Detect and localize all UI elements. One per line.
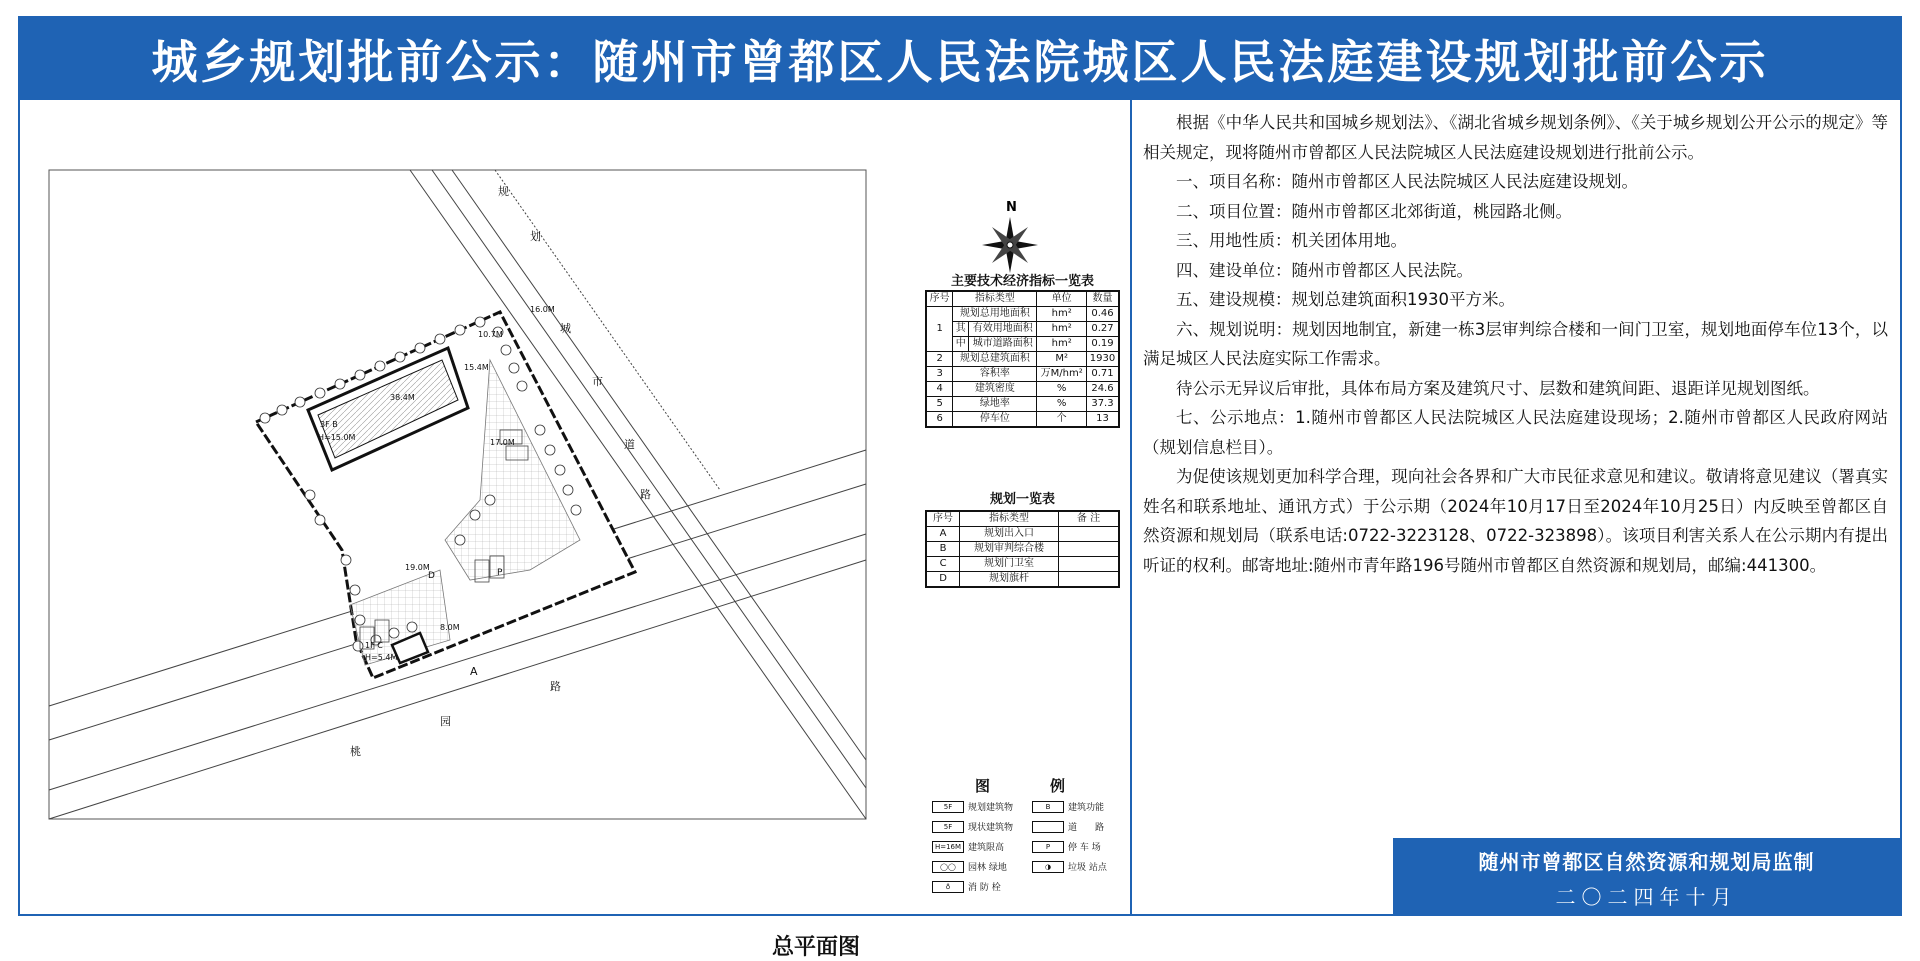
legend bbox=[932, 800, 1127, 910]
legend-item: 道 路 bbox=[1032, 820, 1104, 833]
notice-item-3: 三、用地性质：机关团体用地。 bbox=[1176, 231, 1407, 250]
road-label-5: 道 bbox=[624, 438, 635, 451]
parking-p: P bbox=[497, 568, 503, 578]
notice-item-8: 七、公示地点：1.随州市曾都区人民法院城区人民法庭建设现场；2.随州市曾都区人民政府网站（规划信息栏目）。 bbox=[1143, 408, 1888, 457]
plan-header-no: 序号 bbox=[926, 511, 960, 527]
notice-item-6: 六、规划说明：规划因地制宜，新建一栋3层审判综合楼和一间门卫室，规划地面停车位13个，以满足城区人民法庭实际工作需求。 bbox=[1143, 319, 1888, 368]
road-label-1: 规 bbox=[498, 185, 509, 198]
plan-table-header bbox=[926, 511, 1119, 527]
notice-item-1: 一、项目名称：随州市曾都区人民法院城区人民法庭建设规划。 bbox=[1176, 172, 1638, 191]
notice-item-4: 四、建设单位：随州市曾都区人民法院。 bbox=[1176, 260, 1473, 280]
main-building-label: 3F B bbox=[320, 420, 338, 429]
panel-divider bbox=[1130, 100, 1132, 915]
legend-title: 图例 bbox=[975, 777, 1126, 795]
bottom-road-label-3: 路 bbox=[550, 680, 561, 693]
plan-table-title: 规划一览表 bbox=[989, 492, 1055, 507]
econ-table bbox=[925, 290, 1120, 428]
dim-5: 19.0M bbox=[405, 563, 430, 572]
plan-header-note: 备 注 bbox=[1059, 511, 1120, 527]
title-banner bbox=[20, 18, 1900, 100]
notice-intro: 根据《中华人民共和国城乡规划法》、《湖北省城乡规划条例》、《关于城乡规划公开公示的规定》等相关规定，现将随州市曾都区人民法院城区人民法庭建设规划进行批前公示。 bbox=[1143, 113, 1888, 162]
econ-header-value: 数量 bbox=[1086, 291, 1119, 307]
table-row: C 规划门卫室 bbox=[926, 557, 1119, 572]
main-building-length: 38.4M bbox=[390, 393, 415, 402]
notice-item-7: 待公示无异议后审批，具体布局方案及建筑尺寸、层数和建筑间距、退距详见规划图纸。 bbox=[1176, 378, 1820, 398]
main-building-width: 15.4M bbox=[464, 363, 489, 372]
bottom-road-label-2: 园 bbox=[440, 715, 451, 728]
notice-item-2: 二、项目位置：随州市曾都区北郊街道，桃园路北侧。 bbox=[1176, 201, 1572, 221]
table-row: B 规划审判综合楼 bbox=[926, 542, 1119, 557]
entrance-a: A bbox=[470, 665, 478, 678]
notice-text bbox=[1143, 108, 1888, 580]
plan-caption: 总平面图 bbox=[772, 935, 861, 960]
dim-4: 8.0M bbox=[440, 623, 460, 632]
road-label-2: 划 bbox=[530, 230, 541, 243]
footer-org: 随州市曾都区自然资源和规划局监制 bbox=[1478, 850, 1815, 874]
legend-item: ◯◯ 园林 绿地 bbox=[932, 860, 1007, 873]
table-row: 6 停车位 个 13 bbox=[926, 412, 1119, 428]
legend-item: B 建筑功能 bbox=[1032, 800, 1104, 813]
econ-table-title: 主要技术经济指标一览表 bbox=[950, 274, 1094, 289]
table-row: D 规划旗杆 bbox=[926, 572, 1119, 588]
econ-header-unit: 单位 bbox=[1037, 291, 1087, 307]
econ-table-header bbox=[926, 291, 1119, 307]
legend-item: H=16M 建筑限高 bbox=[932, 840, 1004, 853]
legend-item: P 停 车 场 bbox=[1032, 840, 1101, 853]
legend-item: 5F 现状建筑物 bbox=[932, 820, 1013, 833]
dim-3: 17.0M bbox=[490, 438, 515, 447]
compass-icon bbox=[982, 200, 1038, 273]
table-row: 其 有效用地面积 hm² 0.27 bbox=[926, 322, 1119, 337]
legend-item: 5F 规划建筑物 bbox=[932, 800, 1013, 813]
flagpole-d: D bbox=[428, 571, 435, 581]
guard-label: 1F C bbox=[365, 641, 383, 650]
bottom-road-label-1: 桃 bbox=[350, 745, 361, 758]
site-plan-drawing bbox=[20, 100, 1130, 915]
road-label-4: 市 bbox=[592, 375, 603, 388]
notice-item-9: 为促使该规划更加科学合理，现向社会各界和广大市民征求意见和建议。敬请将意见建议（署真实姓名和联系地址、通讯方式）于公示期（2024年10月17日至2024年10月25日）内反映至曾都区自然资源和规划局（联系电话:0722-3223128、0722-323898）。该项目利害关系人在公示期内有提出听证的权利。邮寄地址:随州市青年路196号随州市曾都区自然资源和规划局，邮编:441300。 bbox=[1143, 467, 1888, 575]
road-label-6: 路 bbox=[640, 488, 651, 501]
table-row: 中 城市道路面积 hm² 0.19 bbox=[926, 337, 1119, 352]
legend-item: ♁ 消 防 栓 bbox=[932, 880, 1001, 893]
footer-date: 二〇二四年十月 bbox=[1555, 885, 1738, 909]
table-row: A 规划出入口 bbox=[926, 527, 1119, 542]
econ-header-no: 序号 bbox=[926, 291, 953, 307]
legend-item: ◑ 垃圾 站点 bbox=[1032, 860, 1107, 873]
table-row: 5 绿地率 % 37.3 bbox=[926, 397, 1119, 412]
main-building-height: H=15.0M bbox=[318, 433, 356, 442]
compass-n-label: N bbox=[1006, 200, 1017, 215]
table-row: 3 容积率 万M/hm² 0.71 bbox=[926, 367, 1119, 382]
footer-badge bbox=[1393, 838, 1900, 915]
table-row: 4 建筑密度 % 24.6 bbox=[926, 382, 1119, 397]
guard-height: H=5.4M bbox=[365, 653, 398, 662]
econ-header-name: 指标类型 bbox=[953, 291, 1037, 307]
table-row: 2 规划总建筑面积 M² 1930 bbox=[926, 352, 1119, 367]
table-row: 1 规划总用地面积 hm² 0.46 bbox=[926, 307, 1119, 322]
dim-2: 16.0M bbox=[530, 305, 555, 314]
page-title: 城乡规划批前公示：随州市曾都区人民法院城区人民法庭建设规划批前公示 bbox=[151, 35, 1769, 89]
road-label-3: 城 bbox=[560, 322, 571, 335]
plan-table bbox=[925, 510, 1120, 588]
site-plan-panel bbox=[20, 100, 1130, 960]
plan-header-name: 指标类型 bbox=[960, 511, 1059, 527]
notice-item-5: 五、建设规模：规划总建筑面积1930平方米。 bbox=[1176, 290, 1515, 309]
dim-1: 10.7M bbox=[478, 330, 503, 339]
